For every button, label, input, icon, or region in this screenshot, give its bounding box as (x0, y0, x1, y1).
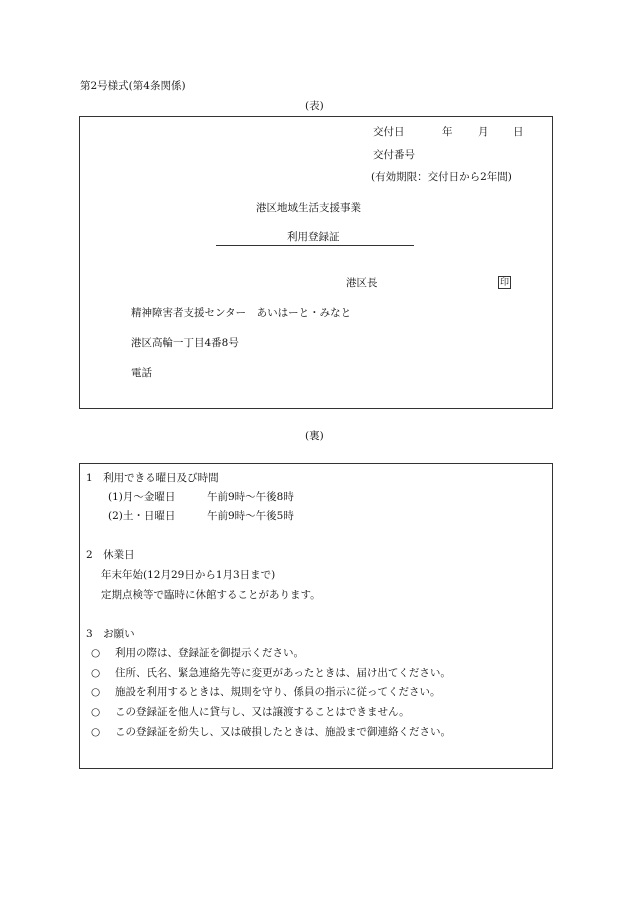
bullet-icon: ○ (91, 726, 101, 738)
bullet-icon: ○ (91, 667, 101, 679)
request-item: この登録証を他人に貸与し、又は譲渡することはできません。 (115, 706, 410, 718)
front-card (79, 116, 553, 409)
back-heading: (裏) (305, 430, 324, 442)
validity-period: (有効期限：交付日から2年間) (371, 171, 512, 183)
issue-date-day: 日 (513, 126, 524, 138)
bullet-icon: ○ (91, 647, 101, 659)
bullet-icon: ○ (91, 706, 101, 718)
form-title: 第2号様式(第4条関係) (80, 80, 186, 92)
issue-number-label: 交付番号 (373, 149, 415, 161)
section1-row2-hours: 午前9時～午後5時 (207, 510, 294, 522)
section1-title: 1 利用できる曜日及び時間 (86, 472, 219, 484)
section2-line2: 定期点検等で臨時に休館することがあります。 (101, 589, 321, 601)
issue-date-label: 交付日 (373, 126, 405, 138)
issue-date-year: 年 (442, 126, 453, 138)
front-heading: (表) (305, 100, 324, 112)
section1-row2-day: (2)土・日曜日 (108, 510, 176, 522)
phone-label: 電話 (131, 367, 152, 379)
certificate-title: 利用登録証 (287, 231, 340, 243)
program-name: 港区地域生活支援事業 (256, 202, 361, 214)
section1-row1-day: (1)月～金曜日 (108, 491, 176, 503)
request-item: この登録証を紛失し、又は破損したときは、施設まで御連絡ください。 (115, 726, 451, 738)
section1-row1-hours: 午前9時～午後8時 (207, 491, 294, 503)
section2-title: 2 休業日 (86, 549, 135, 561)
back-card (79, 463, 553, 769)
request-item: 住所、氏名、緊急連絡先等に変更があったときは、届け出てください。 (115, 667, 451, 679)
title-underline (216, 245, 414, 246)
request-item: 施設を利用するときは、規則を守り、係員の指示に従ってください。 (115, 686, 441, 698)
center-address: 港区高輪一丁目4番8号 (131, 337, 239, 349)
seal-stamp: 印 (499, 278, 509, 288)
center-name: 精神障害者支援センター あいはーと・みなと (131, 307, 352, 319)
section2-line1: 年末年始(12月29日から1月3日まで) (101, 569, 276, 581)
issue-date-month: 月 (478, 126, 489, 138)
bullet-icon: ○ (91, 686, 101, 698)
ward-mayor: 港区長 (346, 277, 378, 289)
section3-title: 3 お願い (86, 628, 135, 640)
request-item: 利用の際は、登録証を御提示ください。 (115, 647, 304, 659)
